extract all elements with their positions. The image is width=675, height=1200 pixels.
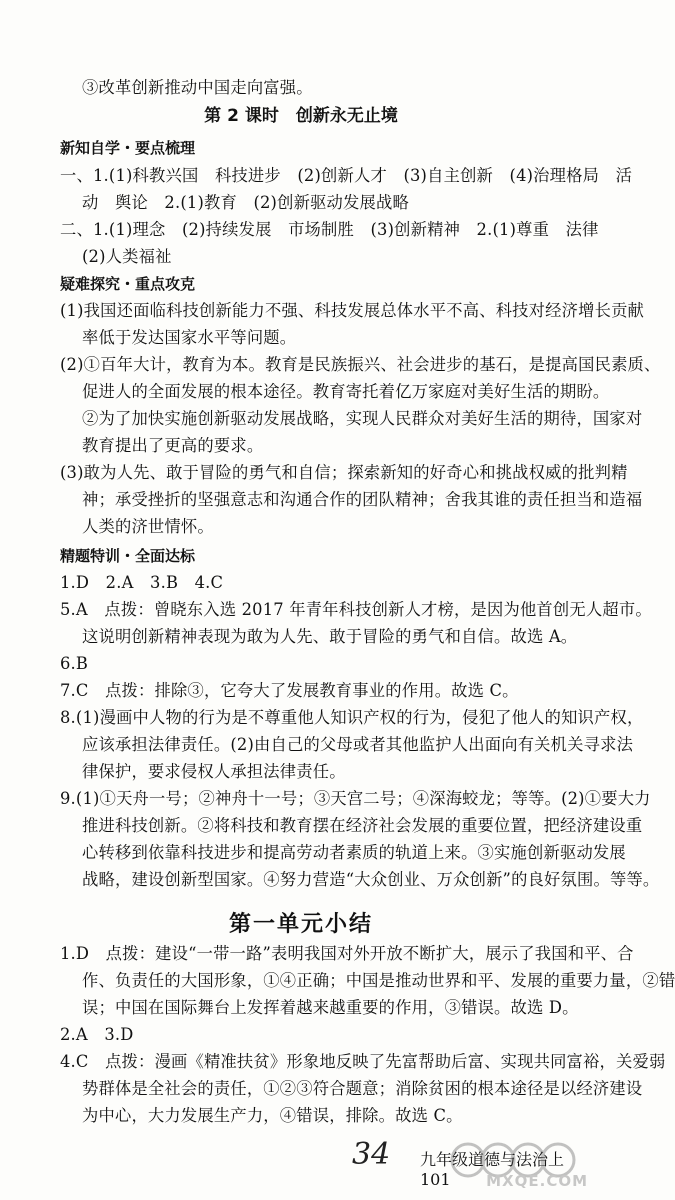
text-line: 1.D 2.A 3.B 4.C — [60, 573, 224, 592]
text-line: 二、1.(1)理念 (2)持续发展 市场制胜 (3)创新精神 2.(1)尊重 法律 — [60, 220, 599, 239]
text-line: 4.C 点拨：漫画《精准扶贫》形象地反映了先富帮助后富、实现共同富裕，关爱弱 — [60, 1052, 666, 1071]
text-line: ③改革创新推动中国走向富强。 — [82, 78, 313, 97]
section-heading: 新知自学・要点梳理 — [60, 139, 196, 157]
text-line: (2)①百年大计，教育为本。教育是民族振兴、社会进步的基石，是提高国民素质、 — [60, 355, 661, 374]
text-line: 作、负责任的大国形象，①④正确；中国是推动世界和平、发展的重要力量，②错 — [82, 971, 675, 990]
text-line: 8.(1)漫画中人物的行为是不尊重他人知识产权的行为，侵犯了他人的知识产权， — [60, 708, 644, 727]
text-line: 7.C 点拨：排除③，它夸大了发展教育事业的作用。故选 C。 — [60, 681, 519, 700]
text-line: 误；中国在国际舞台上发挥着越来越重要的作用，③错误。故选 D。 — [82, 998, 579, 1017]
text-line: 9.(1)①天舟一号；②神舟十一号；③天宫二号；④深海蛟龙；等等。(2)①要大力 — [60, 789, 651, 808]
text-line: 战略，建设创新型国家。④努力营造“大众创业、万众创新”的良好氛围。等等。 — [82, 870, 660, 889]
text-line: ②为了加快实施创新驱动发展战略，实现人民群众对美好生活的期待，国家对 — [82, 409, 643, 428]
lesson-title: 第 2 课时 创新永无止境 — [204, 106, 398, 126]
handwritten-page-number: 34 — [352, 1137, 391, 1172]
text-line: 6.B — [60, 654, 89, 673]
text-line: 势群体是全社会的责任，①②③符合题意；消除贫困的根本途径是以经济建设 — [82, 1079, 643, 1098]
text-line: 应该承担法律责任。(2)由自己的父母或者其他监护人出面向有关机关寻求法 — [82, 735, 634, 754]
text-line: 这说明创新精神表现为敢为人先、敢于冒险的勇气和自信。故选 A。 — [82, 627, 578, 646]
text-line: 律保护，要求侵权人承担法律责任。 — [82, 762, 346, 781]
text-line: 率低于发达国家水平等问题。 — [82, 328, 297, 347]
text-line: 5.A 点拨：曾晓东入选 2017 年青年科技创新人才榜，是因为他首创无人超市。 — [60, 600, 652, 619]
text-line: (3)敢为人先、敢于冒险的勇气和自信；探索新知的好奇心和挑战权威的批判精 — [60, 463, 628, 482]
watermark-logo — [446, 1136, 596, 1194]
text-line: 2.A 3.D — [60, 1025, 134, 1044]
text-line: 人类的济世情怀。 — [82, 517, 214, 536]
text-line: (2)人类福祉 — [82, 247, 172, 266]
section-heading: 精题特训・全面达标 — [60, 547, 196, 565]
text-line: 推进科技创新。②将科技和教育摆在经济社会发展的重要位置，把经济建设重 — [82, 816, 643, 835]
text-line: (1)我国还面临科技创新能力不强、科技发展总体水平不高、科技对经济增长贡献 — [60, 301, 645, 320]
text-line: 教育提出了更高的要求。 — [82, 436, 264, 455]
footer-book-label: 九年级道德与法治上 101 — [420, 1150, 581, 1189]
text-line: 1.D 点拨：建设“一带一路”表明我国对外开放不断扩大，展示了我国和平、合 — [60, 944, 634, 963]
text-line: 一、1.(1)科教兴国 科技进步 (2)创新人才 (3)自主创新 (4)治理格局 活 — [60, 166, 633, 185]
section-heading: 疑难探究・重点攻克 — [60, 275, 196, 293]
text-line: 促进人的全面发展的根本途径。教育寄托着亿万家庭对美好生活的期盼。 — [82, 382, 610, 401]
text-line: 动 舆论 2.(1)教育 (2)创新驱动发展战略 — [82, 193, 409, 212]
unit-summary-title: 第一单元小结 — [228, 911, 373, 937]
text-line: 为中心，大力发展生产力，④错误，排除。故选 C。 — [82, 1106, 463, 1125]
text-line: 心转移到依靠科技进步和提高劳动者素质的轨道上来。③实施创新驱动发展 — [82, 843, 626, 862]
watermark-text: MXQE.COM — [486, 1172, 588, 1190]
text-line: 神；承受挫折的坚强意志和沟通合作的团队精神；舍我其谁的责任担当和造福 — [82, 490, 643, 509]
